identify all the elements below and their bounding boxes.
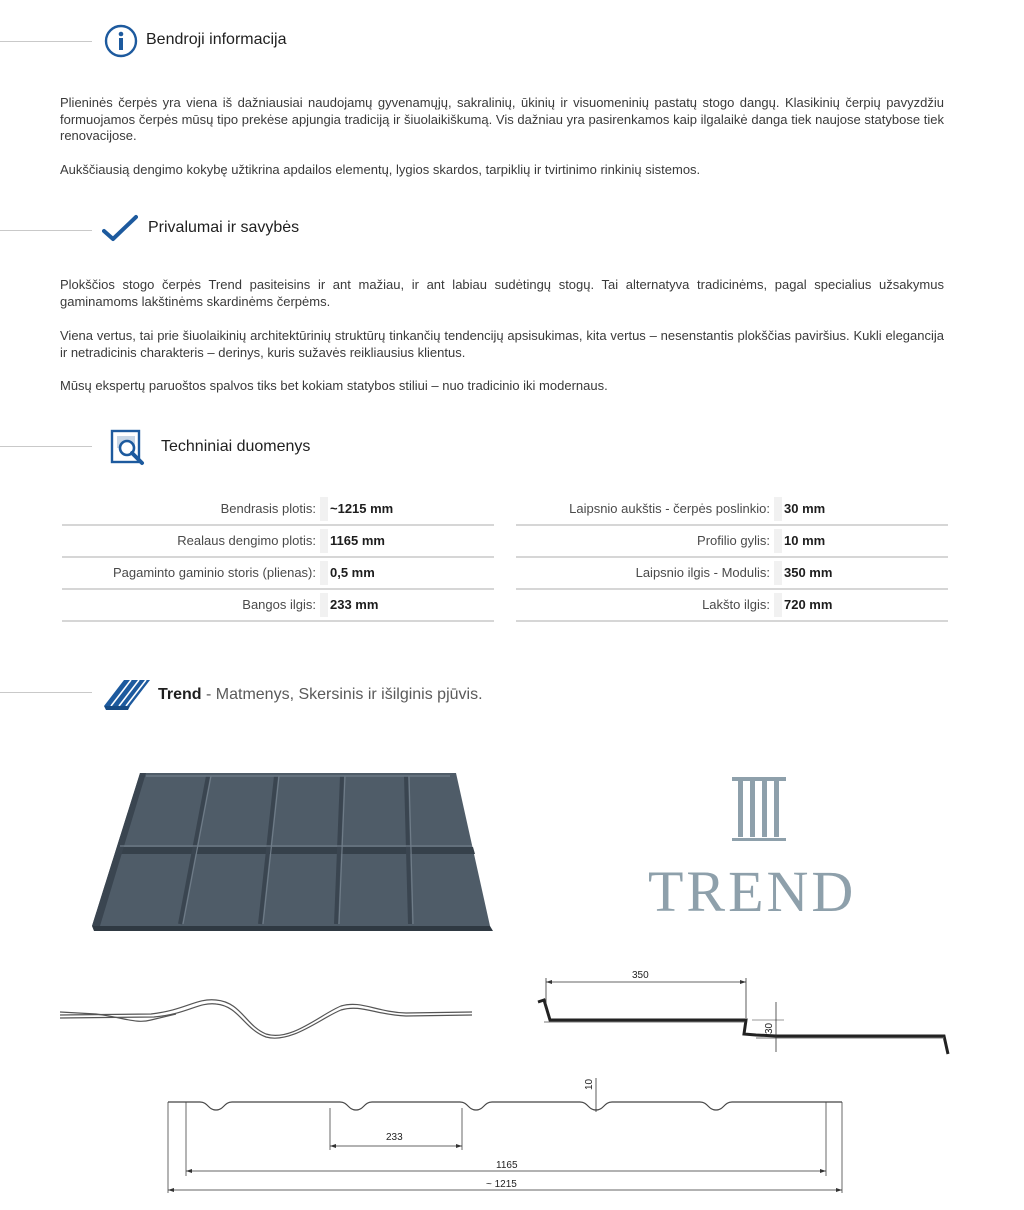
dimension-step-height: 30 [764,1022,775,1034]
spec-separator [774,561,782,585]
cross-section-drawing [56,994,476,1044]
roof-sheet-icon [102,676,152,712]
spec-row [516,590,948,622]
trend-logo-mark [728,775,790,847]
spec-value: 233 mm [330,597,379,612]
general-paragraph-1: Plieninės čerpės yra viena iš dažniausiai naudojamų gyvenamųjų, sakralinių, ūkinių ir visuomeninių pastatų stogo dangų. Klasikinių čerpių pavyzdžiu formuojamos čerpės mūsų tipo prekėse apjungia tradiciją ir šiuolaikiškumą. Vis dažniau yra pasirenkamos kaip ilgalaikė danga tiek naujose statybose tiek renovacijose. [60,95,944,143]
spec-separator [320,529,328,553]
spec-row [62,526,494,558]
spec-row [62,558,494,590]
spec-separator [320,497,328,521]
spec-label: Lakšto ilgis: [702,597,770,612]
spec-label: Laipsnio aukštis - čerpės poslinkio: [569,501,770,516]
dimension-total-width: ~ 1215 [486,1179,517,1190]
spec-row [62,590,494,622]
advantages-paragraph-2: Viena vertus, tai prie šiuolaikinių architektūrinių struktūrų tinkančių tendencijų apsisukimas, kita vertus – nesenstantis plokščias paviršius. Kukli elegancija ir netradicinis charakteris – derinys, kuris sužavės reikliausius klientus. [60,328,944,360]
spec-value: 0,5 mm [330,565,375,580]
section-title-general: Bendroji informacija [146,31,287,48]
spec-separator [774,593,782,617]
spec-row [516,526,948,558]
advantages-paragraph-3: Mūsų ekspertų paruoštos spalvos tiks bet kokiam statybos stiliui – nuo tradicinio iki modernaus. [60,378,608,393]
dimensions-subtitle: - Matmenys, Skersinis ir išilginis pjūvis. [201,686,483,703]
dimension-step-length: 350 [632,970,649,981]
checkmark-icon [102,214,138,244]
roof-sheet-illustration [88,768,498,933]
spec-row [62,494,494,526]
spec-value: 1165 mm [330,533,385,548]
spec-value: ~1215 mm [330,501,394,516]
spec-label: Bangos ilgis: [242,597,316,612]
spec-separator [774,497,782,521]
section-divider-line [0,230,92,231]
section-title-advantages: Privalumai ir savybės [148,219,300,236]
document-search-icon [108,428,148,468]
spec-row [516,558,948,590]
section-title-dimensions [158,686,483,704]
section-divider-line [0,41,92,42]
longitudinal-section-drawing [524,962,954,1062]
spec-label: Bendrasis plotis: [220,501,316,516]
spec-row [516,494,948,526]
info-icon [104,24,138,58]
dimension-cover-width: 1165 [496,1160,518,1171]
product-name: Trend [158,686,202,703]
spec-table-left [62,494,494,622]
section-divider-line [0,692,92,693]
general-paragraph-2: Aukščiausią dengimo kokybę užtikrina apdailos elementų, lygios skardos, tarpiklių ir tvirtinimo rinkinių sistemos. [60,162,701,177]
advantages-paragraph-1: Plokščios stogo čerpės Trend pasiteisins ir ant mažiau, ir ant labiau sudėtingų stogų. Tai alternatyva tradicinėms, pagal specialius užsakymus gaminamoms lakštinėms skardinėms čerpėms. [60,277,944,309]
spec-label: Pagaminto gaminio storis (plienas): [112,565,316,580]
spec-separator [320,561,328,585]
spec-value: 350 mm [784,565,833,580]
spec-separator [320,593,328,617]
trend-logo-wordmark: TREND [648,859,857,924]
dimension-wave-length: 233 [386,1132,403,1143]
spec-label: Laipsnio ilgis - Modulis: [635,565,770,580]
spec-value: 30 mm [784,501,826,516]
spec-value: 720 mm [784,597,833,612]
spec-label: Profilio gylis: [697,533,770,548]
section-divider-line [0,446,92,447]
spec-separator [774,529,782,553]
spec-label: Realaus dengimo plotis: [177,533,316,548]
dimension-profile-depth: 10 [584,1078,595,1090]
section-title-technical: Techniniai duomenys [161,438,311,455]
spec-value: 10 mm [784,533,826,548]
profile-width-drawing [160,1068,850,1203]
spec-table-right [516,494,948,622]
